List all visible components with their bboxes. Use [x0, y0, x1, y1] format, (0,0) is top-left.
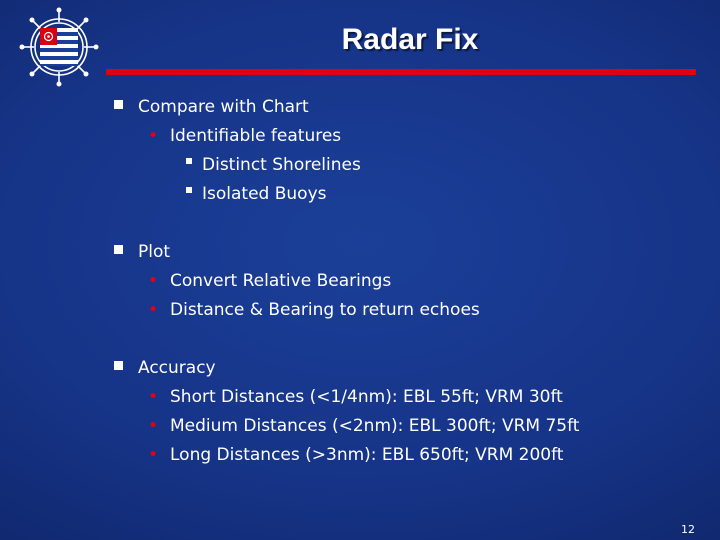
bullet-text: Distinct Shorelines	[202, 155, 361, 175]
bullet-level2	[148, 416, 580, 436]
bullet-level3	[202, 184, 327, 204]
bullet-level2	[148, 445, 564, 465]
bullet-text: Identifiable features	[170, 126, 342, 146]
square-bullet-icon	[114, 245, 123, 254]
bullet-text: Long Distances (>3nm): EBL 650ft; VRM 200ft	[170, 445, 564, 465]
bullet-level1	[138, 97, 309, 117]
dot-bullet-icon: •	[148, 300, 159, 320]
slide-title: Radar Fix	[341, 23, 479, 56]
ship-wheel-ensign-logo	[18, 6, 100, 88]
square-bullet-icon	[114, 100, 123, 109]
bullet-text: Isolated Buoys	[202, 184, 327, 204]
bullet-level1	[138, 358, 216, 378]
bullet-level1	[138, 242, 170, 262]
dot-bullet-icon: •	[148, 387, 159, 407]
dot-bullet-icon: •	[148, 416, 159, 436]
bullet-level2	[148, 271, 392, 291]
bullet-text: Convert Relative Bearings	[170, 271, 392, 291]
dot-bullet-icon: •	[148, 126, 159, 146]
dot-bullet-icon: •	[148, 271, 159, 291]
bullet-text: Distance & Bearing to return echoes	[170, 300, 480, 320]
bullet-level2	[148, 300, 480, 320]
bullet-text: Short Distances (<1/4nm): EBL 55ft; VRM 30ft	[170, 387, 563, 407]
square-bullet-icon	[186, 158, 192, 164]
bullet-text: Compare with Chart	[138, 97, 309, 117]
bullet-text: Accuracy	[138, 358, 216, 378]
bullet-text: Plot	[138, 242, 171, 262]
square-bullet-icon	[186, 187, 192, 193]
bullet-level2	[148, 387, 563, 407]
dot-bullet-icon: •	[148, 445, 159, 465]
bullet-level2	[148, 126, 342, 146]
bullet-level3	[202, 155, 361, 175]
bullet-text: Medium Distances (<2nm): EBL 300ft; VRM 75ft	[170, 416, 580, 436]
page-number: 12	[681, 523, 695, 536]
title-underline	[106, 69, 696, 75]
square-bullet-icon	[114, 361, 123, 370]
